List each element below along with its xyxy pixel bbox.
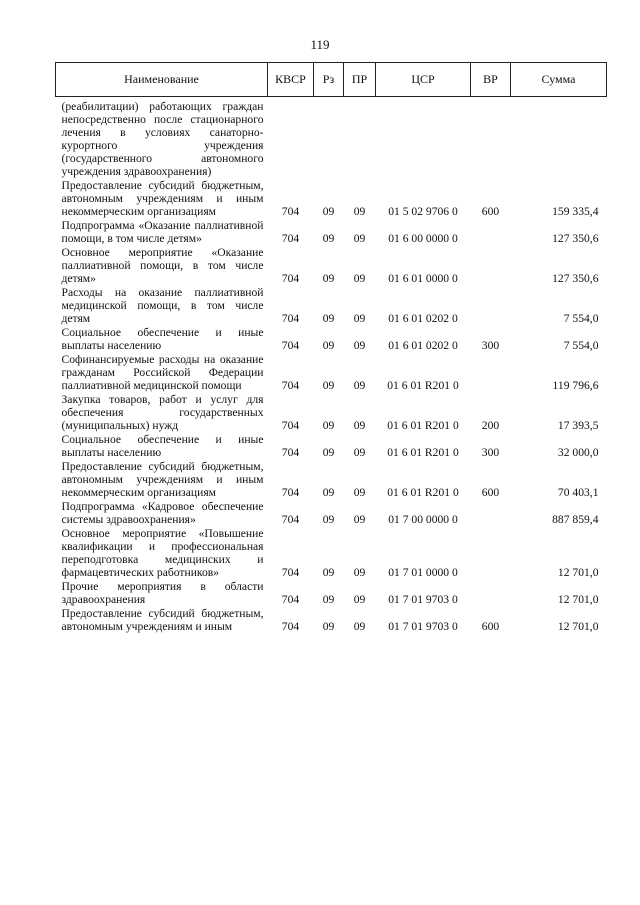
row-vr [471,527,511,580]
row-pr: 09 [353,446,366,459]
row-pr: 09 [353,486,366,499]
row-sum: 32 000,0 [557,446,599,459]
table-row [56,393,607,433]
row-csr: 01 6 01 R201 0 [387,379,459,392]
header-pr: ПР [344,63,376,97]
row-kvsr: 704 [281,339,300,352]
row-csr: 01 6 01 0202 0 [388,339,458,352]
row-pr: 09 [353,312,366,325]
row-kvsr: 704 [281,513,300,526]
row-name: Основное мероприятие «Повышение квалификации и профессиональная переподготовка медицинских и фармацевтических работников» [61,527,264,579]
row-csr: 01 7 01 9703 0 [388,593,458,606]
row-vr [471,580,511,607]
row-csr: 01 7 01 0000 0 [388,566,458,579]
row-name: Основное мероприятие «Оказание паллиативной помощи, в том числе детям» [61,246,264,285]
row-rz: 09 [322,312,335,325]
row-pr: 09 [353,620,366,633]
table-row [56,527,607,580]
row-rz: 09 [322,566,335,579]
row-csr: 01 6 01 0202 0 [388,312,458,325]
row-rz: 09 [322,513,335,526]
header-vr: ВР [471,63,511,97]
table-row [56,219,607,246]
row-sum: 12 701,0 [557,620,599,633]
budget-table [55,62,607,634]
table-row [56,326,607,353]
row-name: Социальное обеспечение и иные выплаты населению [61,326,264,352]
row-vr [471,500,511,527]
row-name: Предоставление субсидий бюджетным, автономным учреждениям и иным некоммерческим организациям [61,179,264,218]
row-vr [471,97,511,180]
row-kvsr: 704 [281,205,300,218]
row-pr: 09 [353,272,366,285]
row-name: Предоставление субсидий бюджетным, автономным учреждениям и иным [61,607,264,633]
row-sum: 7 554,0 [563,339,599,352]
row-sum: 119 796,6 [552,379,599,392]
row-csr [376,97,471,180]
table-row [56,460,607,500]
row-pr: 09 [353,566,366,579]
row-kvsr: 704 [281,419,300,432]
row-vr: 600 [481,620,500,633]
table-row [56,433,607,460]
row-rz: 09 [322,486,335,499]
row-sum: 159 335,4 [552,205,599,218]
table-row [56,580,607,607]
row-kvsr: 704 [281,593,300,606]
table-row [56,353,607,393]
row-pr: 09 [353,419,366,432]
table-row [56,500,607,527]
row-pr: 09 [353,339,366,352]
row-kvsr: 704 [281,446,300,459]
row-sum: 887 859,4 [552,513,599,526]
row-kvsr: 704 [281,379,300,392]
row-vr: 600 [481,205,500,218]
row-sum: 127 350,6 [552,272,599,285]
header-kvsr: КВСР [268,63,314,97]
row-sum: 7 554,0 [563,312,599,325]
row-rz: 09 [322,419,335,432]
row-kvsr: 704 [281,620,300,633]
row-rz: 09 [322,593,335,606]
row-sum: 12 701,0 [557,566,599,579]
row-csr: 01 7 01 9703 0 [388,620,458,633]
row-sum [511,97,607,180]
row-kvsr: 704 [281,232,300,245]
row-csr: 01 7 00 0000 0 [388,513,458,526]
row-kvsr: 704 [281,566,300,579]
row-vr: 300 [481,339,500,352]
row-name: Подпрограмма «Кадровое обеспечение системы здравоохранения» [61,500,264,526]
table-header-row [56,63,607,97]
table-row [56,246,607,286]
row-rz: 09 [322,272,335,285]
page-number: 119 [310,37,330,52]
row-csr: 01 6 01 R201 0 [387,486,459,499]
row-name: (реабилитации) работающих граждан непосредственно после стационарного лечения в условиях санаторно-курортного учреждения (государственного автономного учреждения здравоохранения) [61,100,264,178]
row-pr: 09 [353,513,366,526]
row-name: Софинансируемые расходы на оказание гражданам Российской Федерации паллиативной медицинской помощи [61,353,264,392]
row-csr: 01 6 01 0000 0 [388,272,458,285]
row-rz: 09 [322,620,335,633]
header-csr: ЦСР [376,63,471,97]
row-vr: 200 [481,419,500,432]
row-pr: 09 [353,593,366,606]
row-vr: 600 [481,486,500,499]
row-sum: 70 403,1 [557,486,599,499]
row-vr [471,219,511,246]
row-rz: 09 [322,205,335,218]
row-kvsr: 704 [281,272,300,285]
row-rz [314,97,344,180]
row-vr [471,353,511,393]
row-sum: 127 350,6 [552,232,599,245]
header-sum: Сумма [511,63,607,97]
row-kvsr: 704 [281,486,300,499]
row-csr: 01 6 00 0000 0 [388,232,458,245]
row-rz: 09 [322,339,335,352]
row-kvsr [268,97,314,180]
row-pr [344,97,376,180]
table-row [56,97,607,180]
header-name: Наименование [56,63,268,97]
row-vr: 300 [481,446,500,459]
row-vr [471,246,511,286]
table-row [56,179,607,219]
row-sum: 12 701,0 [557,593,599,606]
table-row [56,286,607,326]
table-row [56,607,607,634]
row-csr: 01 6 01 R201 0 [387,446,459,459]
row-name: Прочие мероприятия в области здравоохранения [61,580,264,606]
row-name: Закупка товаров, работ и услуг для обеспечения государственных (муниципальных) нужд [61,393,264,432]
row-kvsr: 704 [281,312,300,325]
row-pr: 09 [353,232,366,245]
row-vr [471,286,511,326]
row-name: Предоставление субсидий бюджетным, автономным учреждениям и иным некоммерческим организациям [61,460,264,499]
row-rz: 09 [322,379,335,392]
row-rz: 09 [322,232,335,245]
row-pr: 09 [353,379,366,392]
row-csr: 01 5 02 9706 0 [388,205,458,218]
header-rz: Рз [314,63,344,97]
row-sum: 17 393,5 [557,419,599,432]
row-csr: 01 6 01 R201 0 [387,419,459,432]
row-name: Подпрограмма «Оказание паллиативной помощи, в том числе детям» [61,219,264,245]
row-name: Расходы на оказание паллиативной медицинской помощи, в том числе детям [61,286,264,325]
row-rz: 09 [322,446,335,459]
row-pr: 09 [353,205,366,218]
row-name: Социальное обеспечение и иные выплаты населению [61,433,264,459]
